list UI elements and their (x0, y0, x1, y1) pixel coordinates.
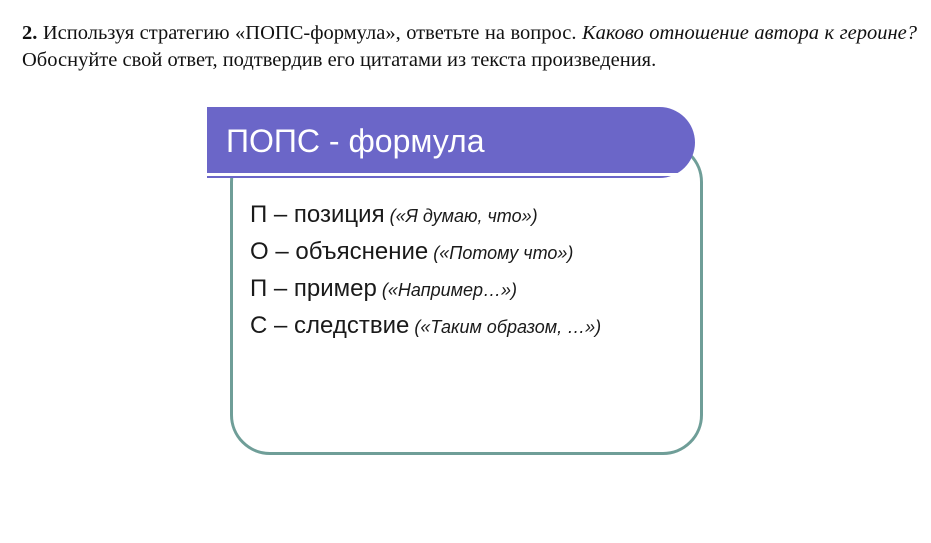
task-number: 2. (22, 22, 38, 44)
task-question: Каково отношение автора к героине? (581, 22, 917, 44)
task-justification: Обоснуйте свой ответ, подтвердив его цитатами из текста произведения. (22, 49, 657, 71)
item-example: П – пример (250, 275, 377, 302)
list-item (250, 270, 601, 307)
item-example-hint: («Например…») (381, 280, 517, 300)
item-position: П – позиция (250, 201, 385, 228)
card-header (207, 107, 695, 178)
list-item (250, 307, 601, 344)
item-explanation: О – объяснение (250, 238, 429, 265)
formula-list (250, 196, 601, 344)
list-item (250, 233, 601, 270)
header-divider (207, 173, 697, 176)
card-title: ПОПС - формула (226, 123, 485, 159)
task-text (22, 20, 917, 74)
item-position-hint: («Я думаю, что») (389, 206, 538, 226)
item-consequence: С – следствие (250, 312, 410, 339)
item-explanation-hint: («Потому что») (433, 243, 574, 263)
item-consequence-hint: («Таким образом, …») (414, 317, 602, 337)
list-item (250, 196, 601, 233)
task-instruction: Используя стратегию «ПОПС-формула», ответьте на вопрос. (37, 22, 582, 44)
